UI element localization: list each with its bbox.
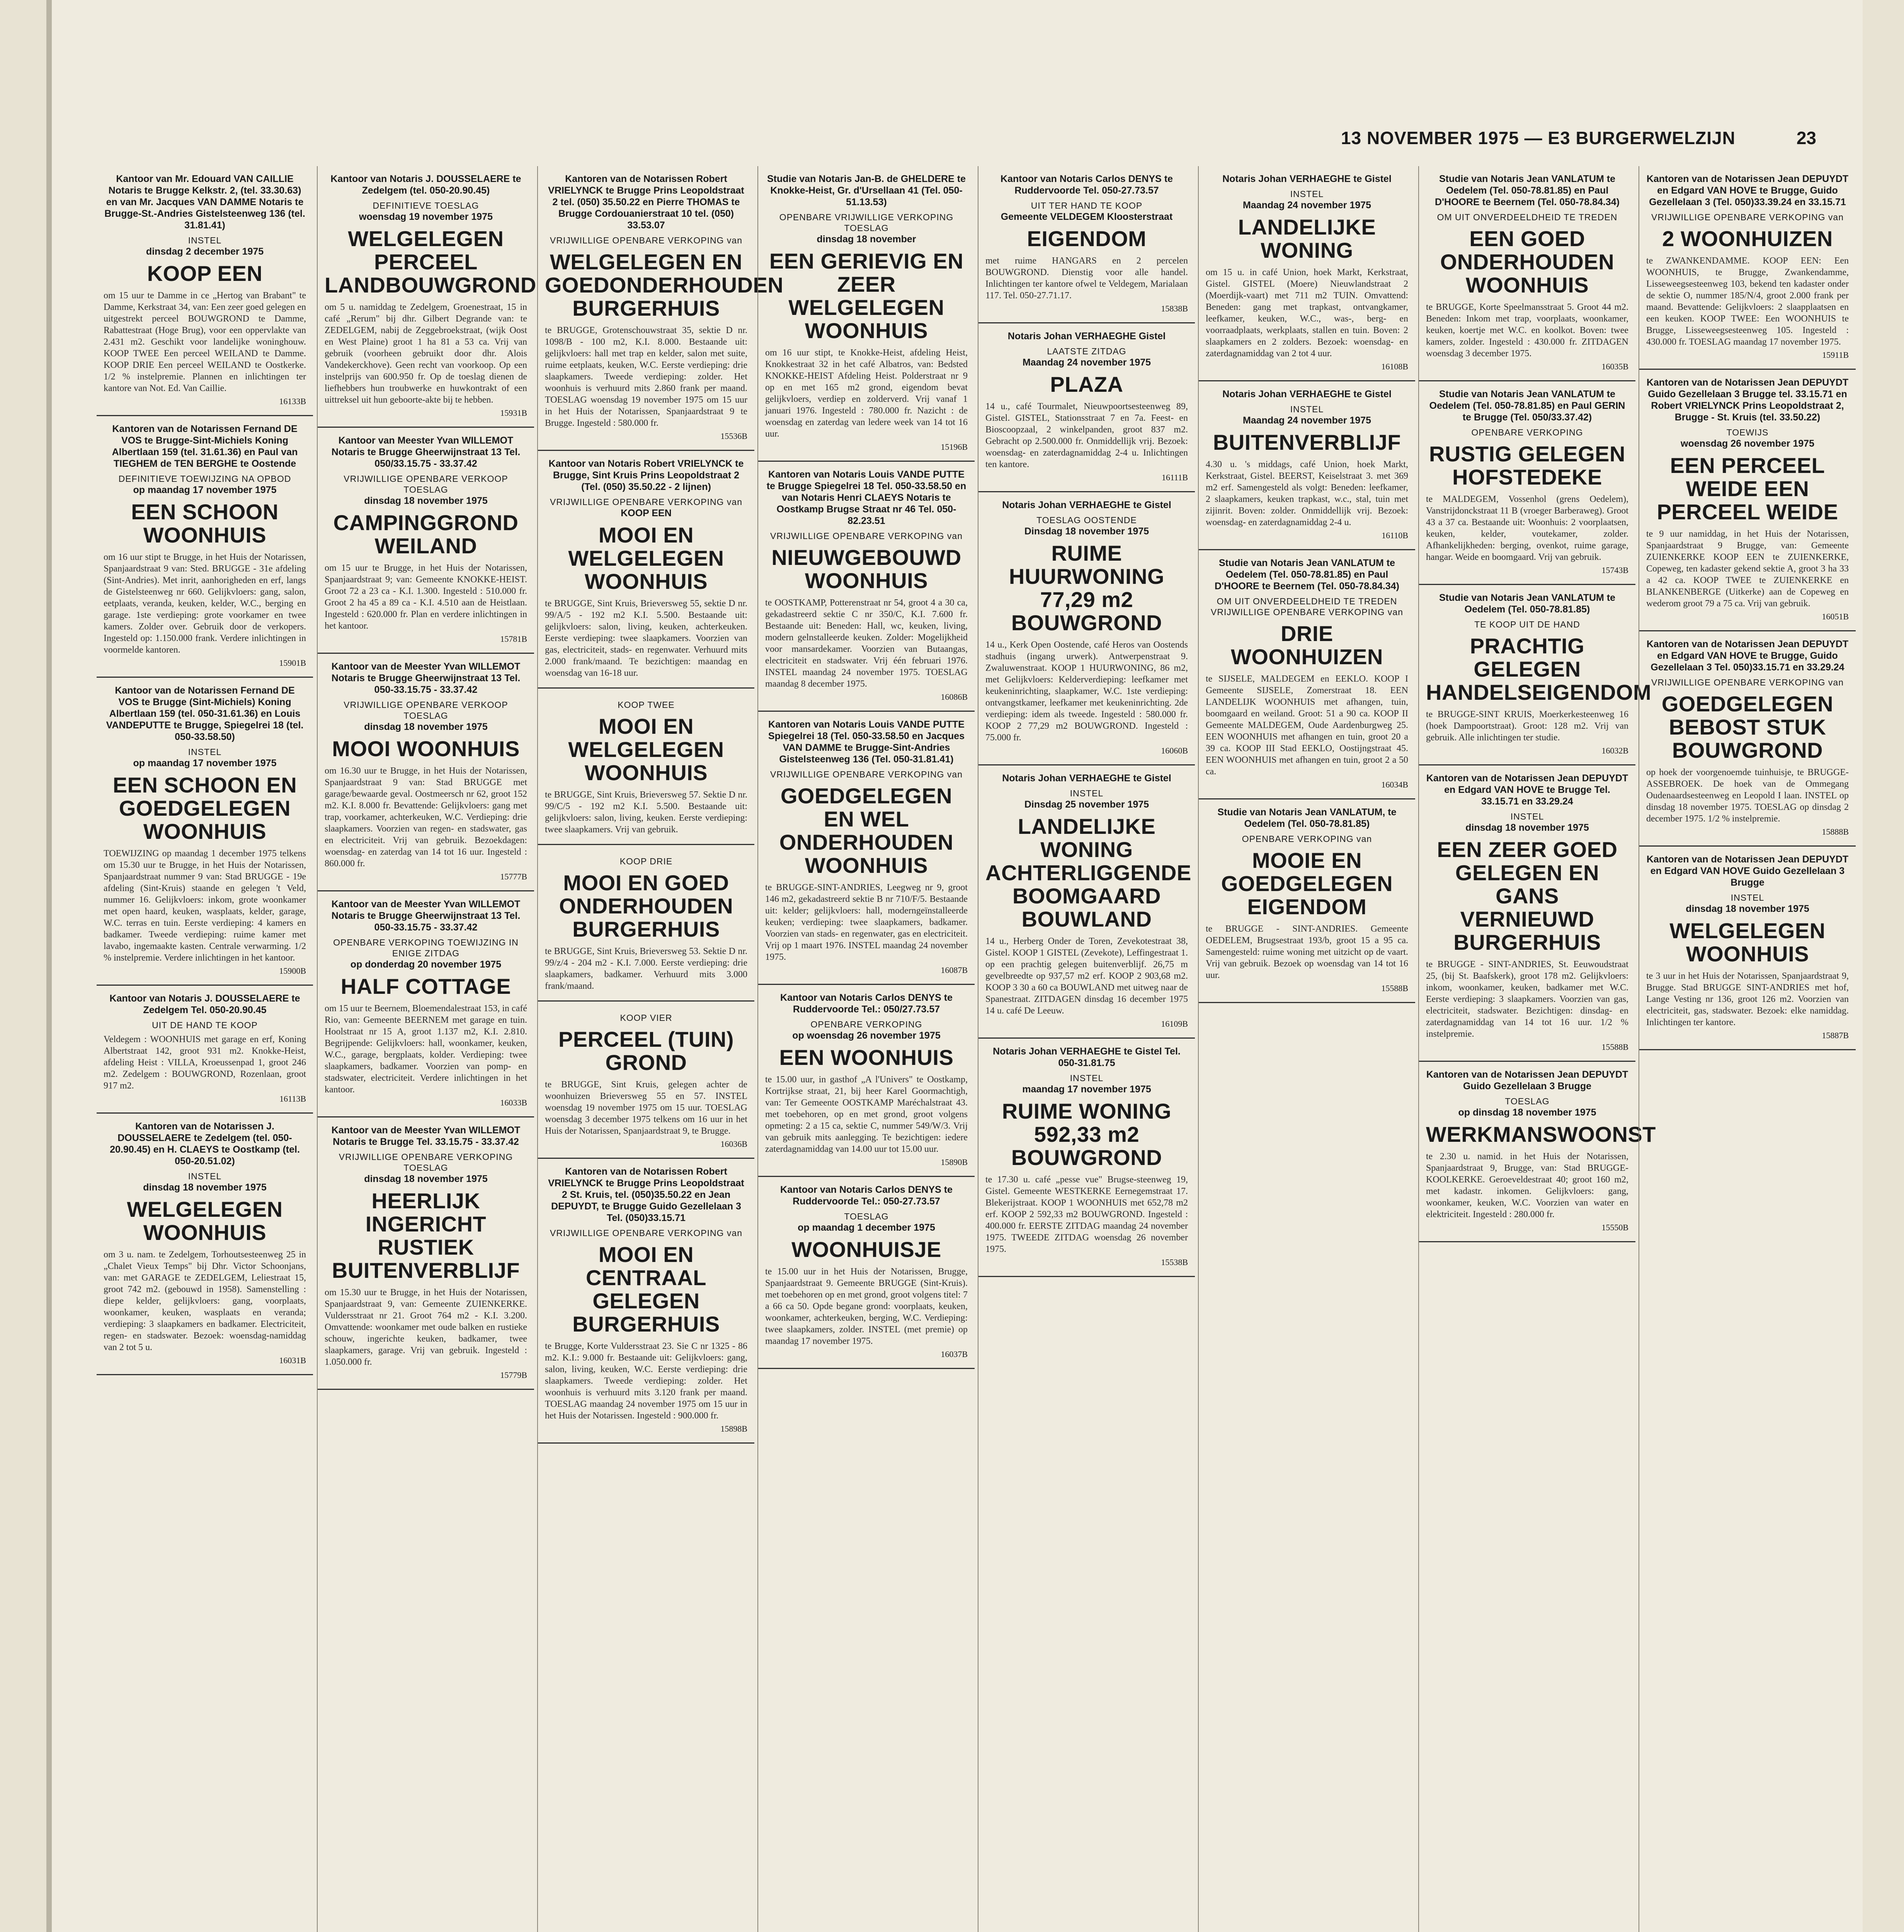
property-headline: RUIME WONING 592,33 m2 BOUWGROND	[1002, 1099, 1172, 1170]
legal-notice	[97, 416, 313, 678]
legal-notice	[318, 891, 534, 1117]
notary-office: Studie van Notaris Jean VANLATUM te Oedelem (Tel. 050-78.81.85) en Paul D'HOORE te Beernem (Tel. 050-78.84.34)	[1215, 558, 1399, 592]
legal-notice	[318, 1117, 534, 1390]
notice-body: te BRUGGE - SINT-ANDRIES, St. Eeuwoudstraat 25, (bij St. Baafskerk), groot 178 m2. Gelijkvloers: inkom, woonkamer, keuken, badkamer met W.C. Eerste verdieping: 3 slaapkamers. Voorzien van gas, electriciteit, stadswater. Bezichtigen: dinsdag- en zaterdagnamiddag van 14 tot 16 uur. 1/2 % instelpremie.	[1426, 959, 1628, 1039]
legal-notice	[1419, 585, 1652, 765]
legal-notice	[1419, 765, 1635, 1062]
notice-body: 14 u., Herberg Onder de Toren, Zevekotestraat 38, Gistel. KOOP 1 GISTEL (Zevekote), Leffingestraat 1. op een prachtig gelegen buitenverblijf. 26,75 m gevelbreedte op 937,57 m2 erf. KOOP 2 903,68 m2. KOOP 3 30 a 60 ca BOUWLAND met uitweg naar de Spanestraat. ZITDAGEN dinsdag 16 december 1975 14 u. café De Leeuw.	[985, 936, 1188, 1016]
sale-type: TOESLAG	[844, 1211, 889, 1221]
property-headline: GOEDGELEGEN BEBOST STUK BOUWGROND	[1661, 692, 1834, 762]
notice-body: te MALDEGEM, Vossenhol (grens Oedelem), Vanstrijdonckstraat 11 B (vroeger Barberaweg). Groot 43 a 37 ca. Bestaande uit: Woonhuis: 2 voorplaatsen, keuken, kelder, voutekamer, zolder. Afhankelijkheden: berging, ovenkot, ruime garage, hangar. Weide en boomgaard. Vrij van gebruik.	[1426, 494, 1628, 562]
property-headline: MOOIE EN GOEDGELEGEN EIGENDOM	[1221, 848, 1393, 919]
column-4	[757, 166, 975, 1932]
property-headline: RUSTIG GELEGEN HOFSTEDEKE	[1429, 442, 1625, 489]
sale-date: woensdag 19 november 1975	[359, 211, 493, 222]
sale-date: op maandag 17 november 1975	[133, 758, 277, 769]
sale-type: VRIJWILLIGE OPENBARE VERKOPING van	[770, 769, 963, 779]
property-headline: WERKMANSWOONST	[1426, 1122, 1656, 1146]
sale-type: OPENBARE VERKOPING TOEWIJZING IN ENIGE ZITDAG	[333, 937, 519, 958]
property-headline: NIEUWGEBOUWD WOONHUIS	[771, 545, 961, 593]
sale-date: Maandag 24 november 1975	[1022, 357, 1151, 368]
column-8	[1639, 166, 1856, 1932]
notice-body: om 16.30 uur te Brugge, in het Huis der Notarissen, Spanjaardstraat 9 van: Stad BRUGGE met garage/bewaarde geval. Oostmeersch nr 62, groot 152 m2. K.I. 8.000 fr. Bevattende: Gelijkvloers: gang met trap, voorkamer, achterkeuken, W.C. Verdieping: drie slaapkamers. Voorzien van regen- en stadswater, gas en electriciteit. Vrij van gebruik. Bezoekdagen: woensdag- en zaterdag van 14 tot 16 uur. Ingesteld : 860.000 fr.	[325, 766, 527, 869]
legal-notice	[97, 1114, 313, 1375]
notary-office: Kantoor van de Meester Yvan WILLEMOT Notaris te Brugge Gheerwijnstraat 13 Tel. 050-33.15.75 - 33.37.42	[331, 661, 521, 695]
sale-date: Maandag 24 november 1975	[1242, 200, 1371, 211]
notice-body: te 15.00 uur in het Huis der Notarissen, Brugge, Spanjaardstraat 9. Gemeente BRUGGE (Sint-Kruis). met toebehoren op en met grond, groot volgens titel: 7 a 66 ca 50. Opde begane grond: voorplaats, keuken, woonkamer, achterkeuken, berging, W.C. Verdieping: twee slaapkamers, zolder. INSTEL (met premie) op maandag 17 november 1975.	[765, 1267, 968, 1346]
sale-type: OM UIT ONVERDEELDHEID TE TREDEN VRIJWILLIGE OPENBARE VERKOPING van	[1211, 596, 1403, 617]
notice-body: om 15 uur te Damme in ce „Hertog van Brabant" te Damme, Kerkstraat 34, van: Een zeer goed gelegen en uitgestrekt perceel BOUWGROND te Damme, Rabattestraat (Hoge Brug), voor een oppervlakte van 2.431 m2. Geschikt voor landelijke woninghouw. KOOP TWEE Een perceel WEILAND te Damme. KOOP DRIE Een perceel WEILAND te Oostkerke. 1/2 % instelpremie. Plannen en inlichtingen ter kantore van Not. Ed. Van Caillie.	[104, 291, 306, 393]
notice-reference: 16087B	[941, 965, 968, 975]
page-number: 23	[1796, 128, 1816, 148]
notary-office: Kantoor van Mr. Edouard VAN CAILLIE Notaris te Brugge Kelkstr. 2, (tel. 33.30.63) en van Mr. Jacques VAN DAMME Notaris te Brugge-St.-Andries Gistelsteenweg 136 (tel. 31.81.41)	[104, 173, 305, 231]
sale-type: INSTEL	[1290, 189, 1324, 199]
column-3	[537, 166, 784, 1932]
notice-body: te 2.30 u. namid. in het Huis der Notarissen, Spanjaardstraat 9, Brugge, van: Stad BRUGGE-KOOLKERKE. Geroeveldestraat 40; groot 160 m2, met kadastr. inkomen. Gelijkvloers: gang, woonkamer, keuken, W.C. Voorzien van water en elektriciteit. Ingesteld : 280.000 fr.	[1426, 1151, 1628, 1219]
sale-type: VRIJWILLIGE OPENBARE VERKOPING TOESLAG	[339, 1152, 513, 1173]
legal-notice	[538, 689, 754, 845]
notary-office: Kantoren van de Notarissen Jean DEPUYDT en Edgard VAN HOVE Guido Gezellelaan 3 Brugge	[1646, 854, 1849, 888]
legal-notice	[538, 845, 754, 1002]
property-headline: WOONHUISJE	[791, 1237, 941, 1262]
sale-type: INSTEL	[1730, 893, 1764, 903]
sale-type: LAATSTE ZITDAG	[1047, 346, 1126, 356]
notary-office: Kantoor van Notaris Carlos DENYS te Ruddervoorde Tel.: 050-27.73.57	[780, 1184, 953, 1207]
legal-notice	[1199, 550, 1415, 799]
column-1	[97, 166, 313, 1932]
notary-office: Notaris Johan VERHAEGHE te Gistel	[1222, 389, 1392, 400]
legal-notice	[1199, 799, 1415, 1003]
notice-body: 14 u., Kerk Open Oostende, café Heros van Oostends stadhuis (ingang urwerk). Antwerpenstraat 9. Zwaluwenstraat. KOOP 1 HUURWONING, 86 m2, met Gelijkvloers: Kelderverdieping: leefkamer met keukeninrichting, slaapkamer, W.C. 1ste verdieping: ontvangstkamer, leefkamer met keukeninrichting. 2de verdieping: idem als tweede. Ingesteld : 580.000 fr. KOOP 2 77,29 m2 BOUWGROND. Ingesteld : 75.000 fr.	[985, 640, 1188, 743]
sale-date: Dinsdag 18 november 1975	[1024, 526, 1149, 537]
sale-date: op donderdag 20 november 1975	[350, 959, 502, 970]
property-headline: 2 WOONHUIZEN	[1662, 226, 1833, 251]
sale-type: OM UIT ONVERDEELDHEID TE TREDEN	[1437, 212, 1618, 222]
notary-office: Studie van Notaris Jean VANLATUM te Oedelem (Tel. 050-78.81.85)	[1439, 592, 1616, 615]
notary-office: Kantoren van Notaris Louis VANDE PUTTE te Brugge Spiegelrei 18 Tel. 050-33.58.50 en van Notaris Henri CLAEYS Notaris te Oostkamp Brugse Straat nr 46 Tel. 050-82.23.51	[766, 469, 966, 526]
sale-type: VRIJWILLIGE OPENBARE VERKOOP TOESLAG	[344, 700, 508, 721]
legal-notice	[1199, 381, 1415, 550]
property-headline: PERCEEL (TUIN) GROND	[558, 1027, 734, 1075]
notice-body: op hoek der voorgenoemde tuinhuisje, te BRUGGE-ASSEBROEK. De hoek van de Ommegang Oudenaardsesteenweg en Leopold I laan. INSTEL op dinsdag 18 november 1975. TOESLAG op dinsdag 2 december 1975. 1/2 % instelpremie.	[1646, 767, 1849, 824]
newspaper-page	[46, 0, 1863, 1932]
sale-type: DEFINITIEVE TOESLAG	[373, 201, 479, 211]
notice-body: TOEWIJZING op maandag 1 december 1975 telkens om 15.30 uur te Brugge, in het Huis der Notarissen, Spanjaardstraat nummer 9 van: Stad BRUGGE - 19e afdeling (Sint-Kruis) staande en gelegen 't Veld, nummer 16. Gelijkvloers: inkom, grote woonkamer met open haard, keuken, wasplaats, kelder, garage, W.C. terras en tuin. Eerste verdieping: 4 kamers en badkamer. Tweede verdieping: ruime kamer met lavabo, ingemaakte kasten. Centrale verwarming. 1/2 % instelpremie. Verdere inlichtingen in het kantoor.	[104, 849, 306, 963]
notice-body: te 9 uur namiddag, in het Huis der Notarissen, Spanjaardstraat 9 Brugge, van: Gemeente ZUIENKERKE KOOP EEN te ZUIENKERKE, Copeweg, ten kadaster gekend sektie A, groot 3 ha 33 a 42 ca. KOOP TWEE te ZUIENKERKE en BLANKENBERGE (Uitkerke) aan de Copeweg en wederom groot 79 a 75 ca. Vrij van gebruik.	[1646, 529, 1849, 609]
legal-notice	[538, 451, 754, 689]
sale-type: INSTEL	[188, 235, 222, 245]
notice-body: om 16 uur stipt, te Knokke-Heist, afdeling Heist, Knokkestraat 32 in het café Albatros, van: Bedsted KNOKKE-HEIST Afdeling Heist. Polderstraat nr 9 op en met 165 m2 grond, eigendom bevat gelijkvloers, verdiep en zolderverd. Vrij vanaf 1 januari 1976. Ingesteld : 780.000 fr. Nazicht : de woensdag en zaterdag van ledere week van 14 tot 16 uur.	[765, 348, 968, 439]
notice-body: te BRUGGE, Sint Kruis, Brieversweg 53. Sektie D nr. 99/z/4 - 204 m2 - K.I. 7.000. Eerste verdieping: drie slaapkamers, badkamer. Verhuurd mits 3.000 frank/maand.	[545, 946, 747, 991]
notice-body: te ZWANKENDAMME. KOOP EEN: Een WOONHUIS, te Brugge, Zwankendamme, Lisseweegsesteenweg 103, bekend ten kadaster onder de sektie O, nummer 185/N/4, groot 2.000 frank per maand. Bevattende: Gelijkvloers: 2 slaapplaatsen en een keuken. KOOP TWEE: Een WOONHUIS te Brugge, Lisseweegsesteenweg 105. Ingesteld : 430.000 fr. TOESLAG maandag 17 november 1975.	[1646, 256, 1849, 347]
notary-office: Kantoren van de Notarissen Jean DEPUYDT en Edgard VAN HOVE te Brugge Tel. 33.15.71 en 33.29.24	[1426, 773, 1628, 807]
sale-type: VRIJWILLIGE OPENBARE VERKOPING van	[1651, 212, 1844, 222]
notice-reference: 15898B	[720, 1424, 747, 1434]
sale-type: INSTEL	[1070, 788, 1104, 798]
legal-notice	[978, 492, 1195, 765]
notice-body: om 15 u. in café Union, hoek Markt, Kerkstraat, Gistel. GISTEL (Moere) Nieuwlandstraat 2 (Moerdijk-vaart) met 711 m2 TUIN. Omvattend: Beneden: gang met trapkast, ontvangkamer, leefkamer, keuken, W.C., was-, berg- en voorraadplaats, werkplaats, stallen en tuin. Boven: 2 slaapkamers en 2 zolders. Bezoek: woensdag- en zaterdagnamiddag van 2 tot 4 uur.	[1206, 267, 1408, 359]
property-headline: EEN WOONHUIS	[779, 1045, 954, 1070]
notice-reference: 15588B	[1381, 983, 1408, 993]
sale-date: dinsdag 18 november 1975	[364, 721, 488, 732]
legal-notice	[758, 985, 975, 1177]
sale-type: UIT TER HAND TE KOOP	[1031, 201, 1143, 211]
property-headline: BUITENVERBLIJF	[1213, 430, 1401, 454]
notice-body: te BRUGGE, Korte Speelmansstraat 5. Groot 44 m2. Beneden: Inkom met trap, voorplaats, woonkamer, keuken, koertje met W.C. en koolkot. Boven: twee kamers, zolder. Ingesteld : 430.000 fr. ZITDAGEN woensdag 3 december 1975.	[1426, 302, 1628, 359]
sale-type: DEFINITIEVE TOEWIJZING NA OPBOD	[118, 474, 291, 484]
legal-notice	[978, 1039, 1195, 1277]
property-headline: MOOI WOONHUIS	[332, 736, 520, 761]
sale-date: dinsdag 18 november 1975	[143, 1182, 267, 1193]
legal-notice	[978, 166, 1195, 323]
sale-date: dinsdag 18 november 1975	[364, 495, 488, 506]
notice-reference: 16108B	[1381, 362, 1408, 371]
notary-office: Studie van Notaris Jean VANLATUM, te Oedelem (Tel. 050-78.81.85)	[1217, 807, 1397, 829]
notice-reference: 15550B	[1601, 1223, 1628, 1232]
sale-type: VRIJWILLIGE OPENBARE VERKOPING van	[550, 497, 742, 507]
notice-reference: 16109B	[1161, 1019, 1188, 1029]
notice-reference: 15887B	[1822, 1031, 1849, 1040]
sale-type: INSTEL	[1070, 1073, 1104, 1083]
column-7	[1418, 166, 1656, 1932]
property-headline: MOOI EN CENTRAAL GELEGEN BURGERHUIS	[572, 1242, 720, 1336]
legal-notice	[1639, 847, 1856, 1050]
property-headline: WELGELEGEN WOONHUIS	[127, 1197, 283, 1245]
notary-office: Studie van Notaris Jean VANLATUM te Oedelem (Tel. 050-78.81.85) en Paul GERIN te Brugge (Tel. 050/33.37.42)	[1429, 389, 1625, 423]
notice-reference: 16032B	[1601, 746, 1628, 755]
sale-type: UIT DE HAND TE KOOP	[152, 1020, 258, 1030]
legal-notice	[758, 712, 975, 985]
sale-type: KOOP VIER	[620, 1013, 672, 1023]
property-headline: DRIE WOONHUIZEN	[1231, 621, 1383, 669]
property-headline: EEN GOED ONDERHOUDEN WOONHUIS	[1440, 226, 1615, 297]
notary-office: Kantoor van Notaris Robert VRIELYNCK te Brugge, Sint Kruis Prins Leopoldstraat 2 (Tel. (050) 35.50.22 - 2 lijnen)	[548, 458, 744, 492]
notary-office: Kantoor van Meester Yvan WILLEMOT Notaris te Brugge Gheerwijnstraat 13 Tel. 050/33.15.75 - 33.37.42	[331, 435, 521, 469]
header-date-title: 13 NOVEMBER 1975 — E3 BURGERWELZIJN	[1341, 128, 1736, 148]
notice-body: te 3 uur in het Huis der Notarissen, Spanjaardstraat 9, Brugge. Stad BRUGGE SINT-ANDRIES met hof, Lange Vesting nr 136, groot 126 m2. Voorzien van electriciteit, gas, stadswater. Bezoek: elke namiddag. Inlichtingen ter kantore.	[1646, 971, 1849, 1027]
property-headline: GOEDGELEGEN EN WEL ONDERHOUDEN WOONHUIS	[779, 784, 954, 878]
notice-reference: 16133B	[279, 396, 306, 406]
sale-date: op maandag 1 december 1975	[798, 1222, 935, 1233]
property-headline: MOOI EN WELGELEGEN WOONHUIS	[568, 523, 724, 594]
legal-notice	[538, 166, 784, 451]
notary-office: Kantoor van Notaris Carlos DENYS te Ruddervoorde Tel.: 050/27.73.57	[780, 992, 953, 1015]
notice-reference: 15838B	[1161, 304, 1188, 313]
notice-reference: 15900B	[279, 966, 306, 976]
notice-reference: 15743B	[1601, 565, 1628, 575]
notice-body: te BRUGGE - SINT-ANDRIES. Gemeente OEDELEM, Brugsestraat 193/b, groot 15 a 95 ca. Samengesteld: ruime woning met uitzicht op de vaart. Vrij van gebruik. Bezoek op woensdag van 14 tot 16 uur.	[1206, 924, 1408, 980]
notice-body: te 17.30 u. café „pesse vue" Brugse-steenweg 19, Gistel. Gemeente WESTKERKE Eernegemstraat 17. Blekerijstraat. KOOP 1 WOONHUIS met 652,78 m2 erf. KOOP 2 592,33 m2 BOUWGROND. Ingesteld : 400.000 fr. EERSTE ZITDAG maandag 24 november 1975. TWEEDE ZITDAG woensdag 26 november 1975.	[985, 1175, 1188, 1254]
legal-notice	[318, 654, 534, 891]
sale-type: INSTEL	[188, 1171, 222, 1181]
notice-body: te OOSTKAMP, Potterenstraat nr 54, groot 4 a 30 ca, gekadastreerd sektie C nr 350/C, K.I. 7.600 fr. Bestaande uit: Beneden: Hall, wc, keuken, living, modern gelnstalleerde keuken. Zolder: Mogelijkheid voor mansardekamer. Voorzien van Butaangas, electriciteit en stadswater. Vrij één februari 1976. INSTEL maandag 24 november 1975. TOESLAG maandag 8 december 1975.	[765, 598, 968, 689]
notice-reference: 16086B	[941, 692, 968, 702]
sale-type: KOOP TWEE	[618, 700, 675, 710]
property-headline: PRACHTIG GELEGEN HANDELSEIGENDOM	[1426, 634, 1652, 704]
notary-office: Kantoren van de Notarissen J. DOUSSELAERE te Zedelgem (tel. 050-20.90.45) en H. CLAEYS te Oostkamp (tel. 050-20.51.02)	[110, 1121, 300, 1167]
notary-office: Notaris Johan VERHAEGHE te Gistel	[1002, 500, 1171, 510]
legal-notice	[97, 166, 313, 416]
sale-type: TOESLAG	[1505, 1096, 1550, 1106]
notice-reference: 16051B	[1822, 612, 1849, 621]
legal-notice	[978, 323, 1195, 492]
notice-reference: 16110B	[1382, 531, 1408, 540]
property-headline: EIGENDOM	[1027, 226, 1147, 251]
notice-reference: 16111B	[1161, 473, 1188, 482]
sale-date: dinsdag 2 december 1975	[146, 246, 264, 257]
legal-notice	[318, 166, 534, 428]
notice-reference: 15536B	[720, 431, 747, 441]
ad-columns	[97, 166, 1859, 1932]
notice-body: om 15 uur te Brugge, in het Huis der Notarissen, Spanjaardstraat 9; van: Gemeente KNOKKE-HEIST. Groot 72 a 23 ca - K.I. 1.300. Ingesteld : 510.000 fr. Groot 2 ha 45 a 89 ca - K.I. 4.510 aan de Heistlaan. Ingesteld : 620.000 fr. Plan en verdere inlichtingen in het kantoor.	[325, 563, 527, 631]
legal-notice	[1639, 631, 1856, 847]
legal-notice	[758, 1177, 975, 1369]
legal-notice	[758, 166, 975, 462]
notice-reference: 16060B	[1161, 746, 1188, 755]
sale-date: woensdag 26 november 1975	[1681, 438, 1814, 449]
notary-office: Notaris Johan VERHAEGHE te Gistel Tel. 050-31.81.75	[993, 1046, 1181, 1068]
legal-notice	[1639, 166, 1856, 370]
legal-notice	[538, 1002, 754, 1159]
notary-office: Kantoren van de Notarissen Fernand DE VOS te Brugge-Sint-Michiels Koning Albertlaan 159 (tel. 31.61.36) en Paul van TIEGHEM de TEN BERGHE te Oostende	[112, 423, 298, 469]
notice-body: te BRUGGE, Sint Kruis, gelegen achter de woonhuizen Brieversweg 55 en 57. INSTEL woensdag 19 november 1975 om 15 uur. TOESLAG woensdag 3 december 1975 telkens om 16 uur in het Huis der Notarissen, Spanjaardstraat 9, te Brugge.	[545, 1080, 747, 1136]
sale-type: TOESLAG OOSTENDE	[1036, 515, 1137, 525]
legal-notice	[978, 765, 1195, 1039]
legal-notice	[318, 428, 534, 654]
notice-body: te BRUGGE, Grotenschouwstraat 35, sektie D nr. 1098/B - 100 m2, K.I. 8.000. Bestaande uit: gelijkvloers: hall met trap en kelder, salon met suite, ruime eetplaats, keuken, W.C. Eerste verdieping: drie slaapkamers. Tweede verdieping: zolder. Het woonhuis is verhuurd mits 2.860 frank per maand. TOESLAG woensdag 19 november 1975 om 15 uur in het Huis der Notarissen, Spanjaardstraat 9 te Brugge. Ingesteld : 580.000 fr.	[545, 325, 747, 428]
sale-type: OPENBARE VERKOPING van	[1242, 834, 1372, 844]
notice-reference: 16037B	[941, 1349, 968, 1359]
property-headline: RUIME HUURWONING 77,29 m2 BOUWGROND	[1009, 541, 1165, 635]
legal-notice	[1639, 370, 1856, 631]
sale-date: op maandag 17 november 1975	[133, 485, 277, 495]
notary-office: Kantoren van Notaris Louis VANDE PUTTE Spiegelrei 18 (Tel. 050-33.58.50 en Jacques VAN DAMME te Brugge-Sint-Andries Gistelsteenweg 136 (Tel. 050-31.81.41)	[768, 719, 965, 765]
notice-body: te BRUGGE-SINT KRUIS, Moerkerkesteenweg 16 (hoek Dampoortstraat). Groot: 128 m2. Vrij van gebruik. Alle inlichtingen ter studie.	[1426, 709, 1628, 743]
sale-date: Maandag 24 november 1975	[1242, 415, 1371, 426]
property-headline: WELGELEGEN EN GOEDONDERHOUDEN BURGERHUIS	[545, 250, 784, 320]
notice-body: om 15 uur te Beernem, Bloemendalestraat 153, in café Rio, van: Gemeente BEERNEM met garage en tuin. Hoolstraat nr 15 A, groot 1.137 m2, K.I. 2.810. Begrijpende: Gelijkvloers: hall, woonkamer, keuken, W.C., garage, bergplaats, kolder. Verdieping: twee slaapkamers, badkamer. Voorzien van pomp- en stadswater, electriciteit. Verdere inlichtingen in het kantoor.	[325, 1003, 527, 1095]
notice-body: met ruime HANGARS en 2 percelen BOUWGROND. Dienstig voor alle handel. Inlichtingen ter kantore ofwel te Veldegem, Marialaan 117. Tel. 050-27.71.17.	[985, 256, 1188, 301]
sale-date: dinsdag 18 november 1975	[364, 1173, 488, 1184]
notice-body: 4.30 u. 's middags, café Union, hoek Markt, Kerkstraat, Gistel. BEERST, Keiselstraat 3. met 369 m2 erf. Samengesteld als volgt: Beneden: leefkamer, 2 slaapkamers, keuken trapkast, w.c., stal, tuin met zijinrit. Boven: zolder. Onmiddellijk vrij. Bezoek: woensdag- en zaterdagnamiddag 2-4 u.	[1206, 459, 1408, 527]
notice-reference: 15890B	[941, 1157, 968, 1167]
notice-reference: 16034B	[1381, 780, 1408, 789]
sale-date: op woensdag 26 november 1975	[792, 1030, 941, 1041]
column-6	[1198, 166, 1415, 1932]
notary-office: Studie van Notaris Jan-B. de GHELDERE te Knokke-Heist, Gr. d'Ursellaan 41 (Tel. 050-51.13.53)	[767, 173, 966, 207]
sale-date: Gemeente VELDEGEM Kloosterstraat	[1000, 211, 1173, 222]
notice-reference: 16036B	[720, 1139, 747, 1149]
sale-type: KOOP DRIE	[619, 856, 673, 866]
notice-body: om 5 u. namiddag te Zedelgem, Groenestraat, 15 in café „Rerum" bij dhr. Gilbert Degrande van: te ZEDELGEM, nabij de Zeggebroekstraat, (wijk Oost en West Plaine) groot 1 ha 81 a 53 ca. Vrij van gebruik (voorheen gebruikt door dhr. Alois Vandekerckhove). Geen recht van voorkoop. Op een instelprijs van 600.950 fr. Op de toeslag dienen de liefhebbers hun troubwerke en huwkontrakt of een uittreksel uit hun geboorte-akte bij te hebben.	[325, 302, 527, 405]
property-headline: KOOP EEN	[147, 261, 263, 286]
notary-office: Notaris Johan VERHAEGHE te Gistel	[1222, 173, 1392, 184]
sale-date: op dinsdag 18 november 1975	[1458, 1107, 1596, 1118]
sale-type: OPENBARE VRIJWILLIGE VERKOPING TOESLAG	[779, 212, 954, 233]
sale-type: VRIJWILLIGE OPENBARE VERKOPING van	[550, 1228, 742, 1238]
notice-reference: 16031B	[279, 1355, 306, 1365]
legal-notice	[97, 986, 313, 1114]
notice-reference: 16033B	[500, 1098, 527, 1107]
notice-reference: 15588B	[1601, 1042, 1628, 1052]
sale-type: INSTEL	[1290, 404, 1324, 414]
sale-date: dinsdag 18 november	[817, 234, 916, 245]
notary-office: Kantoor van de Notarissen Fernand DE VOS te Brugge (Sint-Michiels) Koning Albertlaan 159 (tel. 050-31.61.36) en Louis VANDEPUTTE te Brugge, Spiegelrei 18 (tel. 050-33.58.50)	[106, 685, 304, 742]
notice-body: 14 u., café Tourmalet, Nieuwpoortsesteenweg 89, Gistel. GISTEL, Stationsstraat 7 en 7a. Feest- en Bioscoopzaal, 2 winkelpanden, groot 837 m2. Gebracht op 2.500.000 fr. Onmiddellijk vrij. Bezoek: woensdag- en zaterdagnamiddag 2-4 u. Inlichtingen ten kantore.	[985, 401, 1188, 469]
legal-notice	[1199, 166, 1415, 381]
notice-body: te Brugge, Korte Vuldersstraat 23. Sie C nr 1325 - 86 m2. K.I.: 9.000 fr. Bestaande uit: Gelijkvloers: gang, salon, living, keuken, W.C. Eerste verdieping: drie slaapkamers. Tweede verdieping: zolder. Het woonhuis is verhuurd mits 3.120 frank per maand. TOESLAG maandag 24 november 1975 om 15 uur in het Huis der Notarissen. Ingesteld : 900.000 fr.	[545, 1341, 747, 1421]
notary-office: Kantoor van Notaris J. DOUSSELAERE te Zedelgem Tel. 050-20.90.45	[109, 993, 300, 1015]
legal-notice	[1419, 1062, 1656, 1242]
property-headline: MOOI EN GOED ONDERHOUDEN BURGERHUIS	[559, 871, 733, 941]
property-headline: HEERLIJK INGERICHT RUSTIEK BUITENVERBLIJF	[332, 1189, 520, 1282]
property-headline: EEN PERCEEL WEIDE EEN PERCEEL WEIDE	[1657, 453, 1838, 524]
sale-type: VRIJWILLIGE OPENBARE VERKOPING van	[550, 235, 742, 245]
notice-reference: 15901B	[279, 658, 306, 668]
property-headline: EEN GERIEVIG EN ZEER WELGELEGEN WOONHUIS	[769, 249, 964, 343]
sale-type: INSTEL	[188, 747, 222, 757]
notary-office: Kantoren van de Notarissen Jean DEPUYDT Guido Gezellelaan 3 Brugge tel. 33.15.71 en Robert VRIELYNCK Prins Leopoldstraat 2, Brugge - St. Kruis (tel. 33.50.22)	[1646, 377, 1849, 423]
sale-type: TE KOOP UIT DE HAND	[1474, 619, 1580, 629]
notice-body: Veldegem : WOONHUIS met garage en erf, Koning Albertstraat 142, groot 931 m2. Knokke-Heist, afdeling Heist : VILLA, Kroeussenpad 1, groot 246 m2. Zedelgem : BOUWGROND, Rozenlaan, groot 917 m2.	[104, 1034, 306, 1091]
notary-office: Kantoren van de Notarissen Robert VRIELYNCK te Brugge Prins Leopoldstraat 2 St. Kruis, tel. (050)35.50.22 en Jean DEPUYDT, te Brugge Guido Gezellelaan 3 Tel. (050)33.15.71	[548, 1166, 744, 1223]
notice-reference: 16035B	[1601, 362, 1628, 371]
notary-office: Kantoren van de Notarissen Jean DEPUYDT en Edgard VAN HOVE te Brugge, Guido Gezellelaan 3 Tel. 050)33.15.71 en 33.29.24	[1646, 639, 1849, 673]
property-headline: LANDELIJKE WONING ACHTERLIGGENDE BOOMGAARD BOUWLAND	[985, 814, 1191, 931]
notary-office: Kantoren van de Notarissen Jean DEPUYDT Guido Gezellelaan 3 Brugge	[1426, 1069, 1628, 1092]
property-headline: PLAZA	[1050, 372, 1123, 396]
sale-date: maandag 17 november 1975	[1022, 1084, 1151, 1095]
notary-office: Kantoor van de Meester Yvan WILLEMOT Notaris te Brugge Tel. 33.15.75 - 33.37.42	[331, 1125, 521, 1147]
page-fold-shadow	[46, 0, 52, 1932]
notice-body: te BRUGGE, Sint Kruis, Brieversweg 57. Sektie D nr. 99/C/5 - 192 m2 K.I. 5.500. Bestaande uit: gelijkvloers: salon, living, keuken. Eerste verdieping: twee slaapkamers. Vrij van gebruik.	[545, 790, 747, 835]
notary-office: Notaris Johan VERHAEGHE Gistel	[1007, 331, 1166, 342]
notary-office: Kantoor van Notaris J. DOUSSELAERE te Zedelgem (tel. 050-20.90.45)	[330, 173, 521, 196]
legal-notice	[758, 462, 975, 712]
notice-body: te BRUGGE-SINT-ANDRIES, Leegweg nr 9, groot 146 m2, gekadastreerd sektie B nr 710/F/5. Bestaande uit: kelder; gelijkvloers: hall, moderngeïnstalleerde keuken; verdieping: twee slaapkamers, badkamer. Voorzien van stads- en regenwater, gas en electriciteit. Vrij op 1 maart 1976. INSTEL maandag 24 november 1975.	[765, 883, 968, 962]
notice-reference: 15931B	[500, 408, 527, 418]
legal-notice	[1419, 381, 1635, 585]
property-headline: CAMPINGGROND WEILAND	[333, 510, 519, 558]
notice-reference: 15781B	[500, 634, 527, 644]
property-headline: MOOI EN WELGELEGEN WOONHUIS	[568, 714, 724, 785]
property-headline: WELGELEGEN WOONHUIS	[1669, 918, 1826, 966]
notary-office: Kantoor van de Meester Yvan WILLEMOT Notaris te Brugge Gheerwijnstraat 13 Tel. 050-33.15.75 - 33.37.42	[331, 899, 521, 933]
notice-reference: 15196B	[941, 442, 968, 452]
notice-reference: 15888B	[1822, 827, 1849, 837]
sale-date: dinsdag 18 november 1975	[1465, 822, 1589, 833]
property-headline: LANDELIJKE WONING	[1238, 215, 1376, 262]
notary-office: Kantoren van de Notarissen Robert VRIELYNCK te Brugge Prins Leopoldstraat 2 tel. (050) 35.50.22 en Pierre THOMAS te Brugge Cordouanierstraat 10 tel. (050) 33.53.07	[548, 173, 744, 231]
property-headline: HALF COTTAGE	[340, 974, 511, 998]
notary-office: Notaris Johan VERHAEGHE te Gistel	[1002, 773, 1171, 784]
property-headline: WELGELEGEN PERCEEL LANDBOUWGROND	[325, 226, 536, 297]
notice-reference: 15538B	[1161, 1257, 1188, 1267]
notary-office: Kantoren van de Notarissen Jean DEPUYDT en Edgard VAN HOVE te Brugge, Guido Gezellelaan 3 (Tel. 050)33.39.24 en 33.15.71	[1646, 173, 1849, 207]
sale-type: VRIJWILLIGE OPENBARE VERKOOP TOESLAG	[344, 474, 508, 495]
notice-body: te SIJSELE, MALDEGEM en EEKLO. KOOP I Gemeente SIJSELE, Zomerstraat 18. EEN LANDELIJK WOONHUIS met afhangen, tuin, boomgaard en weiland. Groot: 51 a 90 ca. KOOP II Gemeente MALDEGEM, Oude Aardenburgweg 25. EEN WOONHUIS met afhangen en tuin, groot 20 a 39 ca. KOOP III Stad EEKLO, Oostijngstraat 45. EEN WOONHUIS met afhangen en tuin, groot 2 a 50 ca.	[1206, 674, 1408, 777]
sale-type: VRIJWILLIGE OPENBARE VERKOPING van	[1651, 677, 1844, 687]
notice-reference: 15911B	[1822, 350, 1849, 360]
notice-body: om 16 uur stipt te Brugge, in het Huis der Notarissen, Spanjaardstraat 9 van: Sted. BRUGGE - 31e afdeling (Sint-Andries). Met inrit, aanhorigheden en erf, langs de Gistelsteenweg nr 660. Gelijkvloers: gang, salon, eetplaats, veranda, keuken, kelder, W.C., berging en garage. 1ste verdieping: grote voorkamer en twee kamers. Zolder over. Gebruik door de verkopers. Ingesteld op: 1.150.000 frank. Verdere inlichtingen in voormelde kantoren.	[104, 552, 306, 655]
notice-body: te BRUGGE, Sint Kruis, Brieversweg 55, sektie D nr. 99/A/5 - 192 m2 K.I. 5.500. Bestaande uit: gelijkvloers: salon, living, keuken, achterkeuken. Eerste verdieping: twee slaapkamers. Voorzien van gas, electriciteit, stads- en regenwater. Verhuurd mits 2.000 frank/maand. Te bezichtigen: maandag en woensdag van 16-18 uur.	[545, 599, 747, 678]
notice-body: om 3 u. nam. te Zedelgem, Torhoutsesteenweg 25 in „Chalet Vieux Temps" bij Dhr. Victor Schoonjans, van: met GARAGE te ZEDELGEM, Leliestraat 15, groot 742 m2. (gebouwd in 1958). Samenstelling : diepe kelder, gelijkvloers: gang, voorplaats, woonkamer, keuken, wasplaats en veranda; verdieping: 3 slaapkamers en badkamer. Electriciteit, regen- en stadswater. Bezoek: woensdag-namiddag van 2 tot 5 u.	[104, 1250, 306, 1352]
page-header	[46, 128, 1863, 158]
sale-date: Dinsdag 25 november 1975	[1024, 799, 1149, 810]
property-headline: EEN SCHOON WOONHUIS	[131, 500, 279, 547]
notary-office: Studie van Notaris Jean VANLATUM te Oedelem (Tel. 050-78.81.85) en Paul D'HOORE te Beernem (Tel. 050-78.84.34)	[1435, 173, 1620, 207]
column-5	[978, 166, 1195, 1932]
legal-notice	[538, 1159, 754, 1444]
property-headline: EEN SCHOON EN GOEDGELEGEN WOONHUIS	[112, 773, 297, 844]
notice-reference: 15779B	[500, 1370, 527, 1380]
column-2	[317, 166, 534, 1932]
notice-body: om 15.30 uur te Brugge, in het Huis der Notarissen, Spanjaardstraat 9, van: Gemeente ZUIENKERKE. Vuldersstraat nr 21. Groot 764 m2 - K.I. 3.200. Omvattende: woonkamer met oude balken en rustieke schouw, ingerichte keuken, badkamer, twee slaapkamers, garage. Vrij van gebruik. Ingesteld : 1.050.000 fr.	[325, 1287, 527, 1367]
notice-reference: 15777B	[500, 872, 527, 881]
sale-date: KOOP EEN	[621, 508, 672, 519]
sale-date: dinsdag 18 november 1975	[1686, 903, 1809, 914]
notice-reference: 16113B	[279, 1094, 306, 1104]
sale-type: OPENBARE VERKOPING	[1471, 427, 1583, 437]
sale-type: TOEWIJS	[1726, 427, 1769, 437]
sale-type: INSTEL	[1510, 811, 1544, 821]
legal-notice	[1419, 166, 1635, 381]
sale-type: VRIJWILLIGE OPENBARE VERKOPING van	[770, 531, 963, 541]
notice-body: te 15.00 uur, in gasthof „A l'Univers" te Oostkamp, Kortrijkse straat, 21, bij heer Karel Goormachtigh, van: Ter Gemeente OOSTKAMP Maréchalstraat 43. met toebehoren, op en met grond, groot volgens opmeting: 2 a 15 ca, sektie C, nummer 549/W/3. Vrij van gebruik mits aanlegging. Te bezichtigen: iedere zaterdagnamiddag van 14.00 uur tot 15.00 uur.	[765, 1075, 968, 1154]
legal-notice	[97, 678, 313, 986]
property-headline: EEN ZEER GOED GELEGEN EN GANS VERNIEUWD BURGERHUIS	[1437, 837, 1618, 954]
sale-type: OPENBARE VERKOPING	[810, 1019, 922, 1029]
notary-office: Kantoor van Notaris Carlos DENYS te Ruddervoorde Tel. 050-27.73.57	[1000, 173, 1173, 196]
